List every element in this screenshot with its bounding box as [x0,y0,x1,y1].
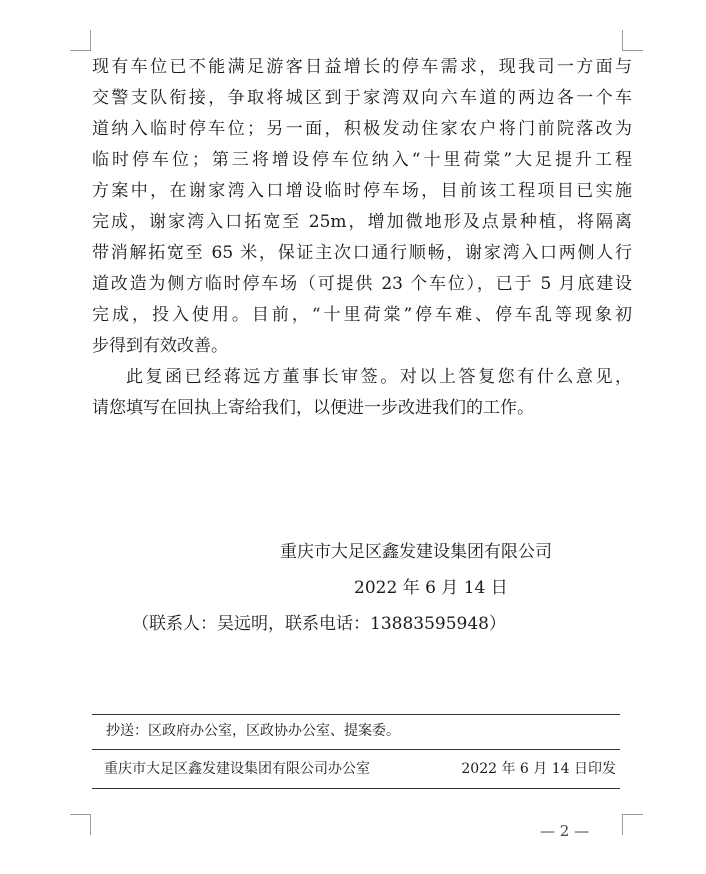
body-line: 临时停车位；第三将增设停车位纳入“十里荷棠”大足提升工程 [92,150,632,170]
footer-divider [92,788,620,789]
body-line: 步得到有效改善。 [92,336,228,356]
footer-divider [92,714,620,715]
corner-mark-top-right [622,30,643,51]
page-number: — 2 — [540,822,590,840]
body-line: 方案中，在谢家湾入口增设临时停车场，目前该工程项目已实施 [92,181,632,201]
body-line: 交警支队衔接，争取将城区到于家湾双向六车道的两边各一个车 [92,88,632,108]
body-line: 完成，谢家湾入口拓宽至 25m，增加微地形及点景种植，将隔离 [92,212,632,232]
body-line: 现有车位已不能满足游客日益增长的停车需求，现我司一方面与 [92,57,632,77]
corner-mark-bottom-right [622,814,643,835]
body-line: 道改造为侧方临时停车场（可提供 23 个车位），已于 5 月底建设 [92,274,632,294]
print-date: 2022 年 6 月 14 日印发 [461,761,616,777]
body-line: 请您填写在回执上寄给我们，以便进一步改进我们的工作。 [92,398,534,418]
issuing-office: 重庆市大足区鑫发建设集团有限公司办公室 [104,761,370,777]
signature-date: 2022 年 6 月 14 日 [354,578,508,598]
corner-mark-bottom-left [70,814,91,835]
body-line: 完成，投入使用。目前，“十里荷棠”停车难、停车乱等现象初 [92,305,632,325]
cc-line: 抄送：区政府办公室，区政协办公室、提案委。 [106,723,400,739]
contact-info: （联系人：吴远明，联系电话：13883595948） [132,614,506,634]
signature-organization: 重庆市大足区鑫发建设集团有限公司 [280,542,552,562]
body-line: 道纳入临时停车位；另一面，积极发动住家农户将门前院落改为 [92,119,632,139]
body-line: 带消解拓宽至 65 米，保证主次口通行顺畅，谢家湾入口两侧人行 [92,243,632,263]
footer-divider [92,749,620,750]
body-text [92,52,632,424]
body-line: 此复函已经蒋远方董事长审签。对以上答复您有什么意见， [126,367,632,387]
corner-mark-top-left [70,30,91,51]
